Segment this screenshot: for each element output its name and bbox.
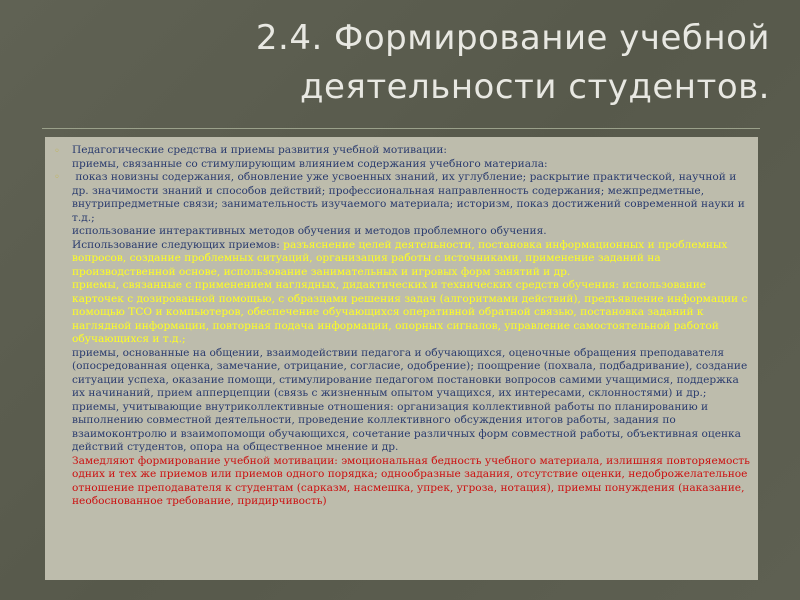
title-line-1: 2.4. Формирование учебной <box>255 18 770 58</box>
bullet-icon: ◦ <box>54 146 60 157</box>
slide-title <box>110 14 770 112</box>
title-divider <box>42 128 760 129</box>
highlighted-text: разъяснение целей деятельности, постановка информационных и проблемных вопросов, создание проблемных ситуаций, организация работы с источниками, применение заданий на производственной основе, использование занимательных и игровых форм занятий и др. <box>72 238 728 278</box>
content-heading: Педагогические средства и приемы развития учебной мотивации: <box>72 144 447 156</box>
content-paragraph: использование интерактивных методов обучения и методов проблемного обучения. <box>72 225 547 237</box>
content-paragraph: приемы, связанные со стимулирующим влиянием содержания учебного материала: <box>72 157 548 170</box>
bullet-icon: ◦ <box>54 172 60 183</box>
content-paragraph <box>72 239 750 280</box>
content-paragraph: приемы, основанные на общении, взаимодействии педагога и обучающихся, оценочные обращения преподавателя (опосредованная оценка, замечание, отрицание, согласие, одобрение); поощрение (похвала, подбадривание), создание ситуации успеха, оказание помощи, стимулирование педагогом постановки вопросов самими учащимися, поддержка их начинаний, прием апперцепции (связь с жизненным опытом учащихся, их интересами, склонностями) и др.; приемы, учитывающие внутриколлективные отношения: организация коллективной работы по планированию и выполнению совместной деятельности, проведение коллективного обсуждения итогов работы, задания по взаимоконтролю и взаимопомощи обучающихся, сочетание различных форм совместной работы, объективная оценка действий студентов, опора на общественное мнение и др. <box>72 346 748 453</box>
highlighted-paragraph: приемы, связанные с применением наглядных, дидактических и технических средств обучения: использование карточек с дозированной помощью, с образцами решения задач (алгоритмами действий), предъявление информации с помощью ТСО и компьютеров, обеспечение обучающихся оперативной обратной связью, постановка заданий к наглядной информации, повторная подача информации, опорных сигналов, управление самостоятельной работой обучающихся и т.д.; <box>72 279 748 345</box>
warning-paragraph: Замедляют формирование учебной мотивации: эмоциональная бедность учебного материала, излишняя повторяемость одних и тех же приемов или приемов одного порядка; однообразные задания, отсутствие оценки, недоброжелательное отношение преподавателя к студентам (сарказм, насмешка, упрек, угроза, нотация), приемы понуждения (наказание, необоснованное требование, придирчивость) <box>72 454 750 507</box>
content-paragraph: показ новизны содержания, обновление уже усвоенных знаний, их углубление; раскрытие практической, научной и др. значимости знаний и способов действий; профессиональная направленность содержания; межпредметные, внутрипредметные связи; занимательность изучаемого материала; историзм, показ достижений современной науки и т.д.; <box>72 171 749 224</box>
content-lead-text: Использование следующих приемов: <box>72 238 284 251</box>
content-box <box>45 137 758 580</box>
title-line-2: деятельности студентов. <box>299 67 770 107</box>
